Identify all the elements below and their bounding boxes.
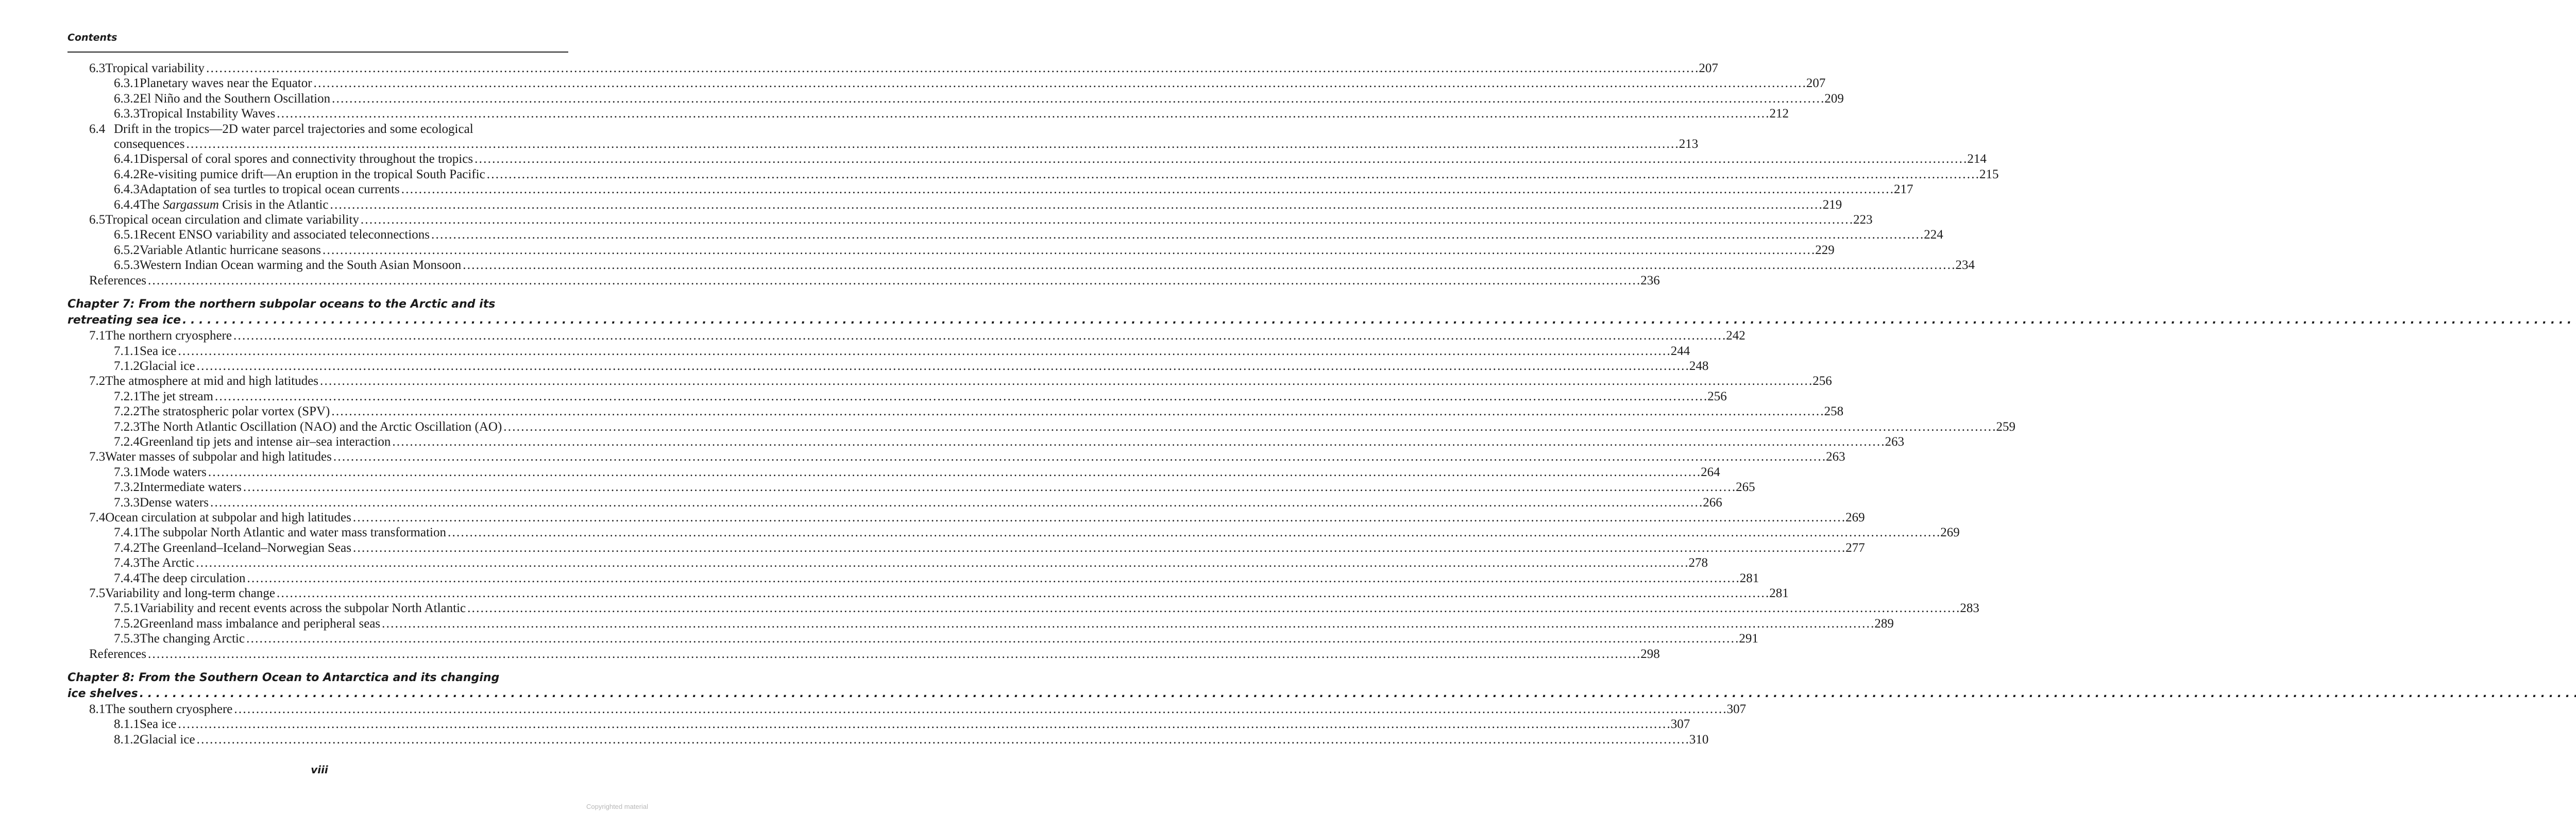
section-title: The Arctic <box>140 556 195 570</box>
page-number: 207 <box>1806 76 1826 91</box>
page-number: 219 <box>1822 197 1842 212</box>
section-title: The stratospheric polar vortex (SPV) <box>140 404 330 419</box>
section-title: Intermediate waters <box>140 480 242 495</box>
section-entry[interactable] <box>67 328 1745 343</box>
leader-dots <box>208 465 1699 480</box>
page-number: 259 <box>1996 419 2016 434</box>
references-entry[interactable] <box>67 273 1660 288</box>
leader-dots <box>148 647 1639 662</box>
leader-dots <box>467 601 1958 616</box>
leader-dots <box>431 227 1922 242</box>
watermark: Copyrighted material <box>586 803 648 810</box>
section-title: Recent ENSO variability and associated teleconnections <box>140 228 430 242</box>
leader-dots <box>243 480 1734 495</box>
leader-dots <box>247 571 1738 586</box>
section-title: The southern cryosphere <box>105 702 233 717</box>
section-title: The North Atlantic Oscillation (NAO) and the Arctic Oscillation (AO) <box>140 419 502 434</box>
leader-dots <box>503 419 1994 434</box>
section-title: Glacial ice <box>140 732 195 747</box>
subsection-entry[interactable] <box>67 495 1722 510</box>
page-number: 291 <box>1739 632 1758 646</box>
section-title: Planetary waves near the Equator <box>140 76 312 91</box>
section-number: 8.1.2 <box>114 732 140 747</box>
page-number: viii <box>311 764 328 776</box>
section-entry[interactable] <box>67 702 1747 717</box>
section-number: 6.5.3 <box>114 258 140 273</box>
section-number: 6.5.1 <box>114 228 140 242</box>
section-number: 6.3.1 <box>114 76 140 91</box>
section-title: The changing Arctic <box>140 632 245 646</box>
leader-dots <box>331 404 1822 419</box>
running-header <box>67 31 568 53</box>
page-number: 248 <box>1689 359 1709 373</box>
chapter-heading-continuation[interactable] <box>67 312 568 328</box>
section-number: 6.4.1 <box>114 152 140 166</box>
section-number: 7.4.3 <box>114 556 140 570</box>
subsection-entry[interactable] <box>67 601 1979 616</box>
subsection-entry[interactable] <box>67 167 1999 182</box>
section-title: Water masses of subpolar and high latitudes <box>105 450 332 464</box>
page-number: 224 <box>1924 228 1943 242</box>
section-number: 7.5.2 <box>114 616 140 631</box>
page-number: 242 <box>1726 329 1745 343</box>
subsection-entry[interactable] <box>67 616 1894 631</box>
subsection-entry[interactable] <box>67 631 1758 646</box>
page-number: 244 <box>1670 344 1690 358</box>
section-number: 7.4.1 <box>114 526 140 540</box>
leader-dots <box>487 167 1978 182</box>
subsection-entry[interactable] <box>67 76 1826 91</box>
page-number: 277 <box>1845 540 1865 555</box>
page-number: 289 <box>1874 616 1894 631</box>
page-number: 234 <box>1955 258 1975 273</box>
section-entry[interactable] <box>67 449 1845 464</box>
chapter-title-continuation: ice shelves <box>67 687 138 701</box>
section-number: 6.4.3 <box>114 182 140 197</box>
leader-dots <box>246 631 1737 646</box>
section-entry[interactable] <box>67 586 1789 601</box>
subsection-entry[interactable] <box>67 197 1842 212</box>
section-number: 6.3.2 <box>114 91 140 106</box>
leader-dots <box>392 434 1883 449</box>
section-title: Ocean circulation at subpolar and high latitudes <box>105 510 351 524</box>
section-title: The jet stream <box>140 389 213 403</box>
chapter-heading-continuation[interactable] <box>67 686 568 702</box>
section-title: Tropical ocean circulation and climate variability <box>105 213 359 227</box>
subsection-entry[interactable] <box>67 243 1835 258</box>
section-number: 7.2.2 <box>114 404 140 419</box>
page-number: 209 <box>1824 91 1844 106</box>
section-number: 7.3.2 <box>114 480 140 495</box>
section-number: 6.5 <box>89 213 106 227</box>
section-title: Western Indian Ocean warming and the South Asian Monsoon <box>140 258 462 273</box>
leader-dots <box>323 243 1814 258</box>
leader-dots <box>140 686 2576 702</box>
page-number: 258 <box>1824 404 1844 419</box>
subsection-entry[interactable] <box>67 344 1690 359</box>
section-title: Tropical Instability Waves <box>140 107 276 121</box>
section-title: Re-visiting pumice drift—An eruption in the tropical South Pacific <box>140 167 485 181</box>
leader-dots <box>234 702 1725 717</box>
page-number: 307 <box>1726 702 1747 717</box>
leader-dots <box>314 76 1805 91</box>
section-title: The northern cryosphere <box>105 329 232 343</box>
subsection-entry[interactable] <box>67 227 1943 242</box>
section-title-continuation: consequences <box>114 137 185 151</box>
header-label: Contents <box>67 32 117 43</box>
section-title: Adaptation of sea turtles to tropical ocean currents <box>140 182 400 197</box>
leader-dots <box>197 359 1688 374</box>
leader-dots <box>210 495 1701 510</box>
section-number: 7.1 <box>89 329 106 343</box>
section-number: 8.1.1 <box>114 717 140 732</box>
section-number: 7.3 <box>89 450 106 464</box>
section-number: 6.4 <box>89 122 106 136</box>
page-number: 283 <box>1960 601 1979 616</box>
page-number: 212 <box>1769 107 1789 121</box>
section-number: 7.5 <box>89 586 106 600</box>
subsection-entry[interactable] <box>67 182 1913 197</box>
page-number: 213 <box>1679 137 1699 151</box>
subsection-entry[interactable] <box>67 419 2016 434</box>
page-number: 236 <box>1640 273 1660 287</box>
section-number: 7.1.2 <box>114 359 140 373</box>
leader-dots <box>277 586 1768 601</box>
section-title: Sea ice <box>140 344 177 358</box>
section-title: Sea ice <box>140 717 177 732</box>
section-title: The Sargassum Crisis in the Atlantic <box>140 197 329 212</box>
leader-dots <box>197 732 1688 747</box>
section-number: 7.2.1 <box>114 389 140 403</box>
section-number: 7.3.3 <box>114 495 140 510</box>
section-number: 7.4 <box>89 510 106 524</box>
leader-dots <box>382 616 1873 631</box>
section-number: 7.3.1 <box>114 465 140 479</box>
leader-dots <box>448 525 1939 540</box>
page-number: 214 <box>1967 152 1987 166</box>
subsection-entry[interactable] <box>67 258 1975 273</box>
leader-dots <box>186 137 1677 151</box>
subsection-entry[interactable] <box>67 525 1960 540</box>
section-number: 7.5.1 <box>114 601 140 616</box>
section-number: 6.3.3 <box>114 107 140 121</box>
page-number: 266 <box>1703 495 1722 510</box>
page-number: 265 <box>1736 480 1755 495</box>
subsection-entry[interactable] <box>67 151 1987 166</box>
subsection-entry[interactable] <box>67 732 1709 747</box>
section-title: The deep circulation <box>140 571 246 585</box>
section-title: The subpolar North Atlantic and water mass transformation <box>140 526 446 540</box>
page-number: 263 <box>1885 434 1905 449</box>
subsection-entry[interactable] <box>67 571 1759 586</box>
section-title: The Greenland–Iceland–Norwegian Seas <box>140 540 351 555</box>
page-number: 307 <box>1670 717 1690 732</box>
leader-dots <box>196 555 1687 570</box>
section-number: 7.4.4 <box>114 571 140 585</box>
section-title: Variability and long-term change <box>105 586 275 600</box>
leader-dots <box>215 389 1706 404</box>
leader-dots <box>277 106 1768 121</box>
chapter-heading[interactable] <box>67 670 568 686</box>
subsection-entry[interactable] <box>67 480 1755 495</box>
page-number: 263 <box>1826 450 1845 464</box>
subsection-entry[interactable] <box>67 404 1844 419</box>
leader-dots <box>320 374 1811 388</box>
page-number: 215 <box>1979 167 1999 181</box>
page-number: 310 <box>1689 732 1709 747</box>
leader-dots <box>206 61 1697 76</box>
leader-dots <box>178 344 1669 359</box>
page-number: 281 <box>1739 571 1759 585</box>
page-number: 256 <box>1812 374 1832 388</box>
leader-dots <box>474 151 1965 166</box>
section-title: Dense waters <box>140 495 209 510</box>
section-title: Variability and recent events across the subpolar North Atlantic <box>140 601 466 616</box>
section-entry[interactable] <box>67 510 1865 525</box>
section-number: 7.2.3 <box>114 419 140 434</box>
section-title: Greenland mass imbalance and peripheral seas <box>140 616 381 631</box>
chapter-title-continuation: retreating sea ice <box>67 314 181 327</box>
page-number: 264 <box>1701 465 1720 479</box>
section-title: References <box>89 273 147 287</box>
leader-dots <box>333 449 1824 464</box>
leader-dots <box>463 258 1954 273</box>
leader-dots <box>353 510 1844 525</box>
subsection-entry[interactable] <box>67 540 1865 555</box>
subsection-entry[interactable] <box>67 91 1844 106</box>
leader-dots <box>148 273 1639 288</box>
subsection-entry[interactable] <box>67 717 1690 732</box>
section-number: 7.5.3 <box>114 632 140 646</box>
section-title: Greenland tip jets and intense air–sea interaction <box>140 434 391 449</box>
section-number: 6.4.2 <box>114 167 140 181</box>
chapter-heading[interactable] <box>67 296 568 312</box>
section-title: Drift in the tropics—2D water parcel trajectories and some ecological <box>114 122 473 136</box>
section-entry[interactable] <box>67 122 568 137</box>
page-number: 269 <box>1845 510 1865 524</box>
section-number: 7.2.4 <box>114 434 140 449</box>
section-entry[interactable] <box>67 61 1718 76</box>
leader-dots <box>330 197 1821 212</box>
leader-dots <box>353 540 1844 555</box>
subsection-entry[interactable] <box>67 389 1727 404</box>
section-title: El Niño and the Southern Oscillation <box>140 91 331 106</box>
section-number: 6.4.4 <box>114 197 140 212</box>
page-number: 217 <box>1893 182 1913 197</box>
section-entry[interactable] <box>67 374 1832 388</box>
page-number: 207 <box>1699 61 1718 75</box>
page-number: 269 <box>1940 526 1960 540</box>
section-title: References <box>89 647 147 661</box>
subsection-entry[interactable] <box>67 359 1709 374</box>
subsection-entry[interactable] <box>67 465 1720 480</box>
section-entry[interactable] <box>67 212 1873 227</box>
table-of-contents <box>67 61 2016 747</box>
page-number: 298 <box>1640 647 1660 661</box>
section-number: 6.3 <box>89 61 106 75</box>
leader-dots <box>401 182 1892 197</box>
leader-dots <box>233 328 1724 343</box>
section-title: Dispersal of coral spores and connectivity throughout the tropics <box>140 152 473 166</box>
page-number: 256 <box>1707 389 1727 403</box>
section-title: Variable Atlantic hurricane seasons <box>140 243 321 257</box>
section-number: 6.5.2 <box>114 243 140 257</box>
page-number: 223 <box>1853 213 1873 227</box>
page-number: 278 <box>1688 556 1708 570</box>
section-number: 7.4.2 <box>114 540 140 555</box>
section-number: 7.1.1 <box>114 344 140 358</box>
chapter-title: Chapter 7: From the northern subpolar oceans to the Arctic and its <box>67 298 496 311</box>
subsection-entry[interactable] <box>67 106 1789 121</box>
page-number: 229 <box>1815 243 1835 257</box>
section-entry-continuation[interactable] <box>67 137 1699 151</box>
section-number: 8.1 <box>89 702 106 717</box>
leader-dots <box>332 91 1823 106</box>
chapter-title: Chapter 8: From the Southern Ocean to Antarctica and its changing <box>67 671 500 685</box>
leader-dots <box>182 312 2576 328</box>
section-title: Glacial ice <box>140 359 195 373</box>
references-entry[interactable] <box>67 647 1660 662</box>
page-number: 281 <box>1769 586 1789 600</box>
section-title: Mode waters <box>140 465 207 479</box>
section-title: The atmosphere at mid and high latitudes <box>105 374 319 388</box>
subsection-entry[interactable] <box>67 434 1905 449</box>
section-title: Tropical variability <box>105 61 205 75</box>
section-number: 7.2 <box>89 374 106 388</box>
leader-dots <box>178 717 1669 732</box>
leader-dots <box>361 212 1852 227</box>
subsection-entry[interactable] <box>67 555 1708 570</box>
